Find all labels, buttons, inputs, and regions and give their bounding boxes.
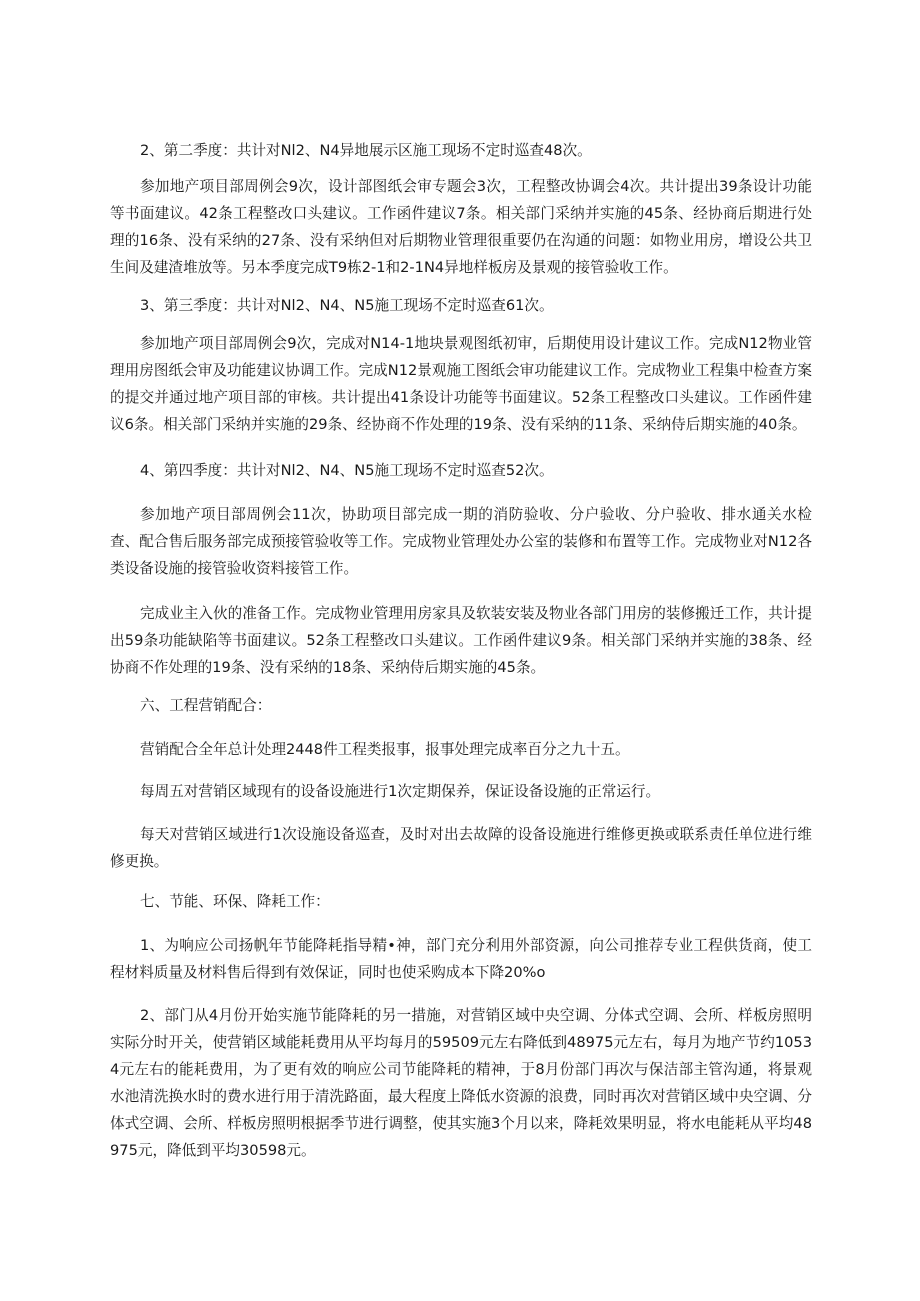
paragraph-q2-heading: 2、第二季度：共计对Nl2、N4异地展示区施工现场不定时巡查48次。 xyxy=(140,142,592,159)
section-heading-marketing: 六、工程营销配合： xyxy=(140,697,272,714)
paragraph-energy-2: 2、部门从4月份开始实施节能降耗的另一措施，对营销区域中央空调、分体式空调、会所、样板房照明实际分时开关，使营销区域能耗费用从平均每月的59509元左右降低到48975元左右，每月为地产节约10534元左右的能耗费用，为了更有效的响应公司节能降耗的精神，于8月份部门再次与保洁部主管沟通，将景观水池清洗换水时的费水进行用于清洗路面，最大程度上降低水资源的浪费，同时再次对营销区域中央空调、分体式空调、会所、样板房照明根据季节进行调整，使其实施3个月以来，降耗效果明显，将水电能耗从平均48975元，降低到平均30598元。 xyxy=(110,1007,812,1159)
paragraph-marketing-2: 每周五对营销区域现有的设备设施进行1次定期保养，保证设备设施的正常运行。 xyxy=(140,783,661,800)
paragraph-marketing-3: 每天对营销区域进行1次设施设备巡查，及时对出去故障的设备设施进行维修更换或联系责任单位进行维修更换。 xyxy=(110,826,812,870)
paragraph-q4-body: 参加地产项目部周例会11次，协助项目部完成一期的消防验收、分户验收、分户验收、排水通关水检查、配合售后服务部完成预接管验收等工作。完成物业管理处办公室的装修和布置等工作。完成物业对N12各类设备设施的接管验收资料接管工作。 xyxy=(110,506,812,577)
paragraph-q3-body: 参加地产项目部周例会9次，完成对N14-1地块景观图纸初审，后期使用设计建议工作。完成N12物业管理用房图纸会审及功能建议协调工作。完成N12景观施工图纸会审功能建议工作。完成物业工程集中检查方案的提交并通过地产项目部的审核。共计提出41条设计功能等书面建议。52条工程整改口头建议。工作函件建议6条。相关部门采纳并实施的29条、经协商不作处理的19条、没有采纳的11条、采纳侍后期实施的40条。 xyxy=(110,335,812,433)
paragraph-marketing-1: 营销配合全年总计处理2448件工程类报事，报事处理完成率百分之九十五。 xyxy=(140,741,630,758)
paragraph-energy-1: 1、为响应公司扬帆年节能降耗指导精•神，部门充分利用外部资源，向公司推荐专业工程供货商，使工程材料质量及材料售后得到有效保证，同时也使采购成本下降20%o xyxy=(110,937,812,981)
paragraph-q2-body: 参加地产项目部周例会9次，设计部图纸会审专题会3次，工程整改协调会4次。共计提出39条设计功能等书面建议。42条工程整改口头建议。工作函件建议7条。相关部门采纳并实施的45条、经协商后期进行处理的16条、没有采纳的27条、没有采纳但对后期物业管理很重要仍在沟通的问题：如物业用房，增设公共卫生间及建渣堆放等。另本季度完成T9栋2-1和2-1N4异地样板房及景观的接管验收工作。 xyxy=(110,178,812,276)
paragraph-q3-heading: 3、第三季度：共计对Nl2、N4、N5施工现场不定时巡查61次。 xyxy=(140,297,554,314)
section-heading-energy: 七、节能、环保、降耗工作： xyxy=(140,893,330,910)
paragraph-move-in-prep: 完成业主入伙的准备工作。完成物业管理用房家具及软装安装及物业各部门用房的装修搬迁工作，共计提出59条功能缺陷等书面建议。52条工程整改口头建议。工作函件建议9条。相关部门采纳并实施的38条、经协商不作处理的19条、没有采纳的18条、采纳侍后期实施的45条。 xyxy=(110,605,812,676)
paragraph-q4-heading: 4、第四季度：共计对Nl2、N4、N5施工现场不定时巡查52次。 xyxy=(140,462,554,479)
